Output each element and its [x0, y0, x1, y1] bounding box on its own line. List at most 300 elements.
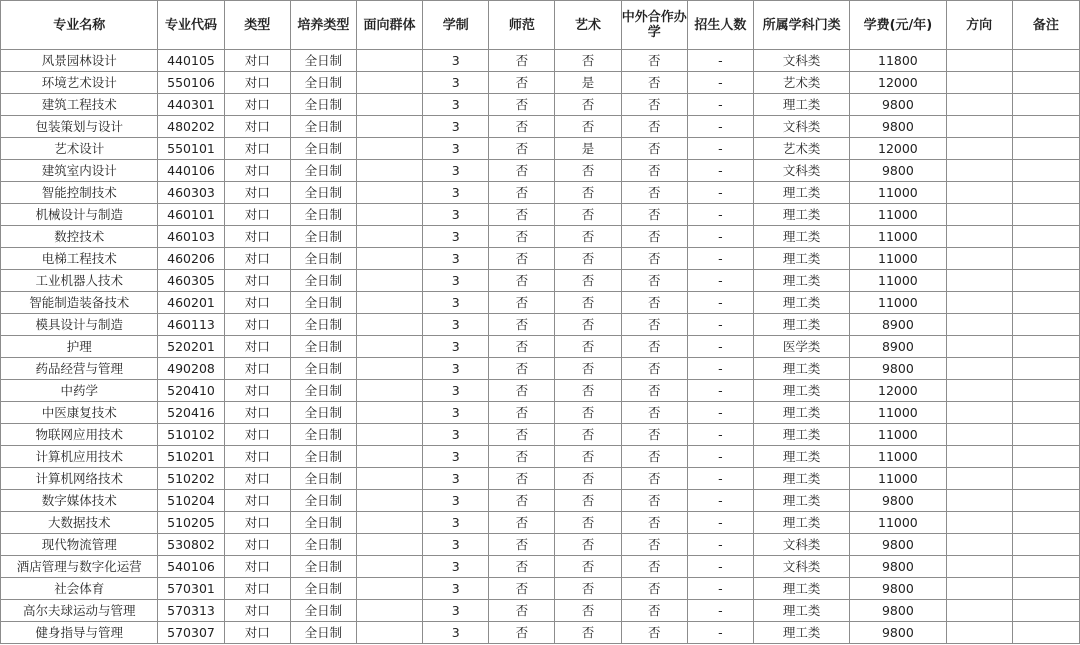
cell-training-type: 全日制	[290, 94, 356, 116]
cell-target-group	[356, 248, 422, 270]
cell-duration: 3	[423, 50, 489, 72]
cell-target-group	[356, 116, 422, 138]
cell-type: 对口	[224, 204, 290, 226]
cell-remarks	[1012, 116, 1079, 138]
cell-duration: 3	[423, 204, 489, 226]
cell-art: 否	[555, 578, 621, 600]
cell-type: 对口	[224, 556, 290, 578]
cell-enrollment-count: -	[687, 446, 753, 468]
cell-direction	[946, 116, 1012, 138]
cell-target-group	[356, 94, 422, 116]
cell-major-code: 550106	[158, 72, 224, 94]
cell-sino-foreign: 否	[621, 116, 687, 138]
cell-target-group	[356, 204, 422, 226]
cell-sino-foreign: 否	[621, 402, 687, 424]
cell-direction	[946, 402, 1012, 424]
cell-duration: 3	[423, 512, 489, 534]
cell-art: 是	[555, 138, 621, 160]
cell-remarks	[1012, 600, 1079, 622]
cell-type: 对口	[224, 446, 290, 468]
cell-discipline-category: 理工类	[753, 94, 849, 116]
cell-enrollment-count: -	[687, 292, 753, 314]
cell-remarks	[1012, 534, 1079, 556]
cell-teacher-training: 否	[489, 182, 555, 204]
cell-remarks	[1012, 358, 1079, 380]
cell-discipline-category: 理工类	[753, 468, 849, 490]
cell-teacher-training: 否	[489, 446, 555, 468]
cell-type: 对口	[224, 380, 290, 402]
cell-training-type: 全日制	[290, 72, 356, 94]
cell-remarks	[1012, 270, 1079, 292]
cell-enrollment-count: -	[687, 512, 753, 534]
table-row	[1, 358, 1080, 380]
header-duration: 学制	[423, 1, 489, 50]
cell-target-group	[356, 468, 422, 490]
cell-tuition: 9800	[850, 94, 946, 116]
header-enrollment-count: 招生人数	[687, 1, 753, 50]
cell-art: 否	[555, 622, 621, 644]
cell-remarks	[1012, 72, 1079, 94]
cell-art: 否	[555, 446, 621, 468]
cell-training-type: 全日制	[290, 446, 356, 468]
cell-training-type: 全日制	[290, 468, 356, 490]
cell-direction	[946, 248, 1012, 270]
cell-training-type: 全日制	[290, 600, 356, 622]
cell-art: 否	[555, 314, 621, 336]
cell-sino-foreign: 否	[621, 380, 687, 402]
cell-sino-foreign: 否	[621, 226, 687, 248]
header-type: 类型	[224, 1, 290, 50]
table-row	[1, 248, 1080, 270]
cell-tuition: 11000	[850, 402, 946, 424]
cell-enrollment-count: -	[687, 270, 753, 292]
cell-sino-foreign: 否	[621, 50, 687, 72]
cell-major-code: 510202	[158, 468, 224, 490]
cell-discipline-category: 理工类	[753, 248, 849, 270]
cell-teacher-training: 否	[489, 424, 555, 446]
cell-training-type: 全日制	[290, 578, 356, 600]
cell-discipline-category: 理工类	[753, 292, 849, 314]
cell-sino-foreign: 否	[621, 94, 687, 116]
cell-enrollment-count: -	[687, 424, 753, 446]
cell-training-type: 全日制	[290, 534, 356, 556]
cell-teacher-training: 否	[489, 402, 555, 424]
cell-target-group	[356, 336, 422, 358]
table-row	[1, 380, 1080, 402]
cell-type: 对口	[224, 72, 290, 94]
cell-sino-foreign: 否	[621, 556, 687, 578]
cell-tuition: 8900	[850, 314, 946, 336]
cell-tuition: 11000	[850, 248, 946, 270]
cell-duration: 3	[423, 534, 489, 556]
cell-discipline-category: 文科类	[753, 50, 849, 72]
cell-direction	[946, 292, 1012, 314]
cell-art: 否	[555, 534, 621, 556]
header-tuition: 学费(元/年)	[850, 1, 946, 50]
cell-major-code: 510204	[158, 490, 224, 512]
cell-major-name: 建筑室内设计	[1, 160, 158, 182]
cell-sino-foreign: 否	[621, 138, 687, 160]
cell-remarks	[1012, 226, 1079, 248]
cell-remarks	[1012, 402, 1079, 424]
cell-type: 对口	[224, 314, 290, 336]
cell-target-group	[356, 380, 422, 402]
cell-teacher-training: 否	[489, 468, 555, 490]
table-row	[1, 622, 1080, 644]
cell-duration: 3	[423, 270, 489, 292]
cell-major-name: 药品经营与管理	[1, 358, 158, 380]
table-row	[1, 336, 1080, 358]
cell-direction	[946, 512, 1012, 534]
cell-type: 对口	[224, 138, 290, 160]
cell-training-type: 全日制	[290, 622, 356, 644]
cell-tuition: 9800	[850, 490, 946, 512]
cell-sino-foreign: 否	[621, 270, 687, 292]
cell-major-code: 460206	[158, 248, 224, 270]
cell-major-code: 460101	[158, 204, 224, 226]
cell-remarks	[1012, 424, 1079, 446]
cell-type: 对口	[224, 270, 290, 292]
cell-target-group	[356, 72, 422, 94]
cell-target-group	[356, 424, 422, 446]
cell-tuition: 11000	[850, 512, 946, 534]
cell-enrollment-count: -	[687, 578, 753, 600]
cell-training-type: 全日制	[290, 182, 356, 204]
cell-target-group	[356, 600, 422, 622]
table-row	[1, 72, 1080, 94]
cell-sino-foreign: 否	[621, 204, 687, 226]
cell-art: 否	[555, 512, 621, 534]
header-training-type: 培养类型	[290, 1, 356, 50]
cell-major-name: 中医康复技术	[1, 402, 158, 424]
cell-tuition: 9800	[850, 578, 946, 600]
cell-training-type: 全日制	[290, 512, 356, 534]
cell-discipline-category: 文科类	[753, 556, 849, 578]
header-direction: 方向	[946, 1, 1012, 50]
cell-tuition: 12000	[850, 72, 946, 94]
table-row	[1, 270, 1080, 292]
cell-major-code: 440106	[158, 160, 224, 182]
cell-enrollment-count: -	[687, 402, 753, 424]
cell-major-code: 460113	[158, 314, 224, 336]
cell-discipline-category: 理工类	[753, 182, 849, 204]
cell-tuition: 11000	[850, 424, 946, 446]
cell-type: 对口	[224, 292, 290, 314]
cell-remarks	[1012, 248, 1079, 270]
cell-art: 否	[555, 292, 621, 314]
cell-type: 对口	[224, 622, 290, 644]
cell-discipline-category: 理工类	[753, 270, 849, 292]
cell-discipline-category: 艺术类	[753, 138, 849, 160]
cell-discipline-category: 理工类	[753, 314, 849, 336]
cell-major-name: 风景园林设计	[1, 50, 158, 72]
cell-art: 否	[555, 402, 621, 424]
cell-sino-foreign: 否	[621, 468, 687, 490]
cell-teacher-training: 否	[489, 94, 555, 116]
cell-remarks	[1012, 182, 1079, 204]
cell-major-code: 440301	[158, 94, 224, 116]
cell-major-code: 550101	[158, 138, 224, 160]
cell-training-type: 全日制	[290, 358, 356, 380]
cell-tuition: 9800	[850, 116, 946, 138]
cell-enrollment-count: -	[687, 138, 753, 160]
cell-remarks	[1012, 314, 1079, 336]
cell-major-name: 大数据技术	[1, 512, 158, 534]
table-row	[1, 226, 1080, 248]
cell-discipline-category: 医学类	[753, 336, 849, 358]
cell-duration: 3	[423, 314, 489, 336]
cell-sino-foreign: 否	[621, 490, 687, 512]
cell-type: 对口	[224, 490, 290, 512]
cell-duration: 3	[423, 380, 489, 402]
cell-training-type: 全日制	[290, 226, 356, 248]
cell-direction	[946, 94, 1012, 116]
cell-teacher-training: 否	[489, 72, 555, 94]
cell-major-code: 570307	[158, 622, 224, 644]
cell-teacher-training: 否	[489, 512, 555, 534]
cell-training-type: 全日制	[290, 490, 356, 512]
cell-art: 否	[555, 50, 621, 72]
cell-target-group	[356, 182, 422, 204]
cell-enrollment-count: -	[687, 336, 753, 358]
cell-art: 否	[555, 468, 621, 490]
header-teacher-training: 师范	[489, 1, 555, 50]
cell-discipline-category: 理工类	[753, 512, 849, 534]
cell-direction	[946, 622, 1012, 644]
cell-teacher-training: 否	[489, 336, 555, 358]
cell-direction	[946, 578, 1012, 600]
cell-sino-foreign: 否	[621, 578, 687, 600]
table-row	[1, 182, 1080, 204]
cell-duration: 3	[423, 556, 489, 578]
cell-tuition: 9800	[850, 534, 946, 556]
cell-art: 否	[555, 248, 621, 270]
cell-art: 否	[555, 204, 621, 226]
table-row	[1, 512, 1080, 534]
cell-training-type: 全日制	[290, 292, 356, 314]
cell-major-code: 460103	[158, 226, 224, 248]
cell-remarks	[1012, 512, 1079, 534]
header-remarks: 备注	[1012, 1, 1079, 50]
cell-target-group	[356, 490, 422, 512]
cell-training-type: 全日制	[290, 314, 356, 336]
cell-major-name: 社会体育	[1, 578, 158, 600]
cell-major-code: 540106	[158, 556, 224, 578]
cell-training-type: 全日制	[290, 160, 356, 182]
table-row	[1, 116, 1080, 138]
cell-discipline-category: 理工类	[753, 380, 849, 402]
cell-major-code: 510205	[158, 512, 224, 534]
cell-enrollment-count: -	[687, 204, 753, 226]
table-header-row	[1, 1, 1080, 50]
cell-target-group	[356, 138, 422, 160]
cell-type: 对口	[224, 116, 290, 138]
header-major-code: 专业代码	[158, 1, 224, 50]
cell-tuition: 11000	[850, 226, 946, 248]
cell-major-name: 电梯工程技术	[1, 248, 158, 270]
cell-art: 否	[555, 336, 621, 358]
cell-target-group	[356, 622, 422, 644]
cell-teacher-training: 否	[489, 358, 555, 380]
header-discipline-category: 所属学科门类	[753, 1, 849, 50]
cell-major-code: 510201	[158, 446, 224, 468]
cell-duration: 3	[423, 182, 489, 204]
cell-direction	[946, 270, 1012, 292]
cell-target-group	[356, 314, 422, 336]
table-row	[1, 424, 1080, 446]
cell-target-group	[356, 50, 422, 72]
cell-major-code: 570313	[158, 600, 224, 622]
cell-discipline-category: 理工类	[753, 424, 849, 446]
table-row	[1, 534, 1080, 556]
cell-training-type: 全日制	[290, 204, 356, 226]
cell-target-group	[356, 534, 422, 556]
cell-target-group	[356, 512, 422, 534]
cell-enrollment-count: -	[687, 358, 753, 380]
table-row	[1, 160, 1080, 182]
cell-tuition: 9800	[850, 622, 946, 644]
cell-major-code: 530802	[158, 534, 224, 556]
cell-direction	[946, 358, 1012, 380]
cell-training-type: 全日制	[290, 138, 356, 160]
cell-target-group	[356, 556, 422, 578]
cell-major-code: 480202	[158, 116, 224, 138]
table-row	[1, 556, 1080, 578]
cell-discipline-category: 文科类	[753, 116, 849, 138]
cell-remarks	[1012, 446, 1079, 468]
cell-target-group	[356, 270, 422, 292]
cell-art: 否	[555, 424, 621, 446]
cell-teacher-training: 否	[489, 204, 555, 226]
cell-sino-foreign: 否	[621, 292, 687, 314]
cell-major-code: 570301	[158, 578, 224, 600]
cell-tuition: 12000	[850, 380, 946, 402]
table-row	[1, 600, 1080, 622]
cell-enrollment-count: -	[687, 314, 753, 336]
cell-direction	[946, 600, 1012, 622]
cell-enrollment-count: -	[687, 534, 753, 556]
table-row	[1, 578, 1080, 600]
cell-direction	[946, 72, 1012, 94]
cell-type: 对口	[224, 402, 290, 424]
cell-discipline-category: 理工类	[753, 446, 849, 468]
cell-duration: 3	[423, 402, 489, 424]
cell-tuition: 11800	[850, 50, 946, 72]
cell-remarks	[1012, 292, 1079, 314]
cell-target-group	[356, 402, 422, 424]
cell-sino-foreign: 否	[621, 622, 687, 644]
cell-art: 否	[555, 380, 621, 402]
cell-target-group	[356, 578, 422, 600]
cell-duration: 3	[423, 468, 489, 490]
cell-enrollment-count: -	[687, 490, 753, 512]
cell-enrollment-count: -	[687, 468, 753, 490]
cell-enrollment-count: -	[687, 556, 753, 578]
cell-type: 对口	[224, 358, 290, 380]
cell-remarks	[1012, 468, 1079, 490]
cell-teacher-training: 否	[489, 490, 555, 512]
cell-type: 对口	[224, 336, 290, 358]
cell-sino-foreign: 否	[621, 358, 687, 380]
cell-enrollment-count: -	[687, 248, 753, 270]
cell-remarks	[1012, 622, 1079, 644]
cell-remarks	[1012, 490, 1079, 512]
cell-sino-foreign: 否	[621, 182, 687, 204]
cell-training-type: 全日制	[290, 270, 356, 292]
cell-duration: 3	[423, 490, 489, 512]
cell-type: 对口	[224, 424, 290, 446]
table-row	[1, 50, 1080, 72]
cell-type: 对口	[224, 248, 290, 270]
cell-enrollment-count: -	[687, 72, 753, 94]
cell-art: 否	[555, 94, 621, 116]
table-row	[1, 314, 1080, 336]
cell-type: 对口	[224, 578, 290, 600]
cell-duration: 3	[423, 292, 489, 314]
cell-discipline-category: 理工类	[753, 600, 849, 622]
table-row	[1, 402, 1080, 424]
cell-training-type: 全日制	[290, 402, 356, 424]
cell-discipline-category: 理工类	[753, 402, 849, 424]
cell-major-code: 490208	[158, 358, 224, 380]
cell-discipline-category: 艺术类	[753, 72, 849, 94]
cell-tuition: 9800	[850, 556, 946, 578]
cell-direction	[946, 336, 1012, 358]
cell-tuition: 9800	[850, 358, 946, 380]
cell-sino-foreign: 否	[621, 160, 687, 182]
cell-direction	[946, 380, 1012, 402]
cell-training-type: 全日制	[290, 116, 356, 138]
cell-major-name: 中药学	[1, 380, 158, 402]
cell-major-name: 模具设计与制造	[1, 314, 158, 336]
cell-art: 否	[555, 116, 621, 138]
header-art: 艺术	[555, 1, 621, 50]
cell-teacher-training: 否	[489, 116, 555, 138]
cell-enrollment-count: -	[687, 160, 753, 182]
cell-major-name: 酒店管理与数字化运营	[1, 556, 158, 578]
cell-sino-foreign: 否	[621, 314, 687, 336]
cell-type: 对口	[224, 160, 290, 182]
cell-enrollment-count: -	[687, 182, 753, 204]
cell-direction	[946, 556, 1012, 578]
cell-training-type: 全日制	[290, 556, 356, 578]
cell-duration: 3	[423, 94, 489, 116]
cell-discipline-category: 理工类	[753, 226, 849, 248]
cell-tuition: 11000	[850, 468, 946, 490]
cell-major-code: 520416	[158, 402, 224, 424]
cell-major-code: 520201	[158, 336, 224, 358]
cell-tuition: 11000	[850, 270, 946, 292]
cell-remarks	[1012, 556, 1079, 578]
cell-direction	[946, 138, 1012, 160]
cell-remarks	[1012, 138, 1079, 160]
cell-teacher-training: 否	[489, 622, 555, 644]
cell-duration: 3	[423, 226, 489, 248]
cell-major-name: 现代物流管理	[1, 534, 158, 556]
cell-enrollment-count: -	[687, 622, 753, 644]
cell-major-code: 440105	[158, 50, 224, 72]
cell-enrollment-count: -	[687, 600, 753, 622]
cell-tuition: 11000	[850, 182, 946, 204]
cell-target-group	[356, 446, 422, 468]
header-target-group: 面向群体	[356, 1, 422, 50]
cell-duration: 3	[423, 424, 489, 446]
header-major-name: 专业名称	[1, 1, 158, 50]
cell-remarks	[1012, 94, 1079, 116]
cell-teacher-training: 否	[489, 534, 555, 556]
cell-duration: 3	[423, 72, 489, 94]
cell-type: 对口	[224, 600, 290, 622]
